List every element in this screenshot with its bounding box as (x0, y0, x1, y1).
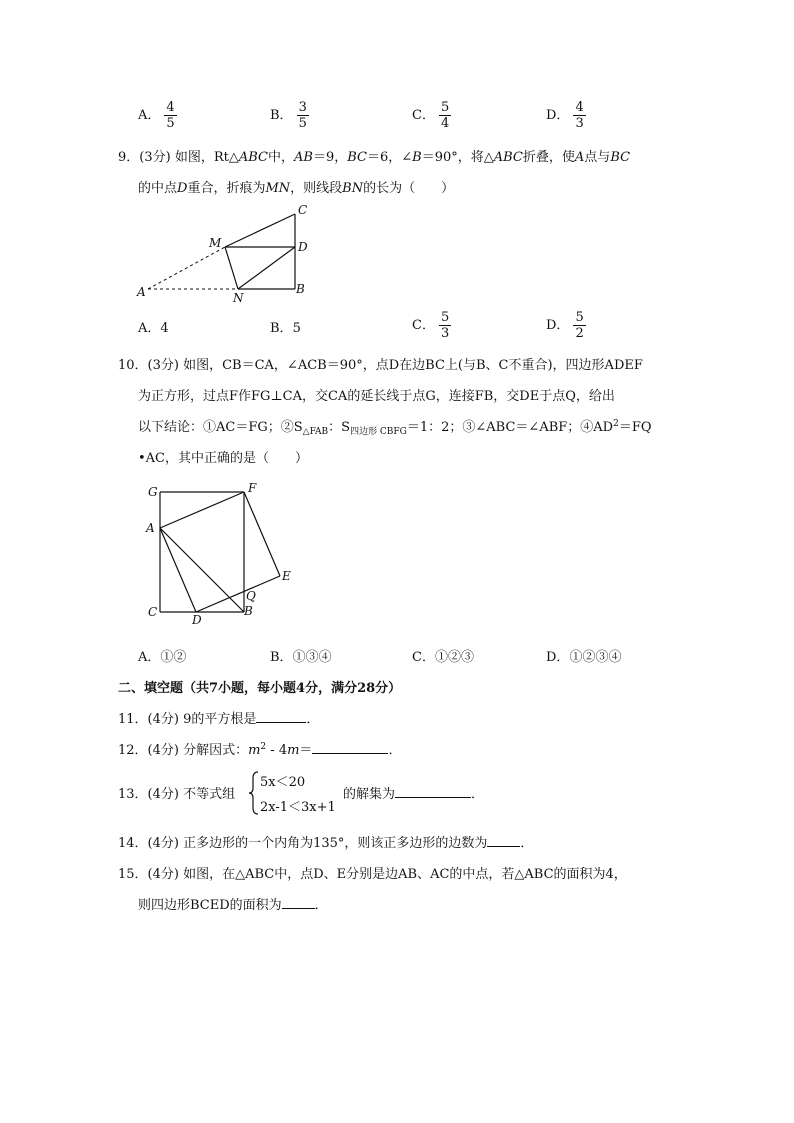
answer-blank[interactable] (312, 741, 388, 754)
answer-blank[interactable] (487, 834, 520, 847)
q10-figure (140, 478, 300, 628)
label-m: M (209, 236, 222, 250)
label-a: A (146, 521, 155, 535)
option-label: C． (412, 108, 435, 123)
fraction (439, 100, 451, 131)
q13-inequality-2: 2x-1＜3x+1 (260, 800, 336, 815)
q13-inequality-1: 5x＜20 (260, 775, 306, 790)
label-q: Q (246, 589, 256, 603)
fraction (164, 100, 176, 131)
q10-stem-line1: 10．(3分) 如图，CB＝CA，∠ACB＝90°，点D在边BC上(与B、C不重合)，四边形ADEF (118, 358, 643, 373)
label-d: D (298, 240, 308, 254)
label-g: G (148, 485, 158, 499)
label-b: B (296, 282, 305, 296)
option-label: A． (138, 108, 161, 123)
numerator: 4 (575, 100, 584, 115)
fraction (573, 100, 585, 131)
q13-suffix: 的解集为 ． (343, 787, 485, 802)
segment-fe (244, 492, 280, 576)
numerator: 3 (298, 100, 307, 115)
q10-stem-line3: 以下结论：①AC＝FG；$②S_{\triangle FAB}$：$S_{四边形 CBFG}=1$：2；③∠ABC＝∠ABF；$④AD^2=FQ$ (138, 419, 652, 437)
segment-af (160, 492, 244, 528)
q9-stem-line1: 9．(3分) 如图，Rt△ABC中，AB＝9，BC＝6，∠B＝90°，将△ABC折叠，使A点与BC (118, 150, 631, 165)
q10-option-a[interactable]: A．①② (138, 650, 187, 665)
q10-stem-line4: •AC，其中正确的是（ ） (138, 451, 309, 466)
q9-figure (135, 198, 325, 308)
label-f: F (248, 481, 257, 495)
left-brace-icon (248, 770, 260, 816)
q15-line1: 15．(4分) 如图，在△ABC中，点D、E分别是边AB、AC的中点，若△ABC的面积为4， (118, 867, 627, 882)
q10-stem-line2: 为正方形，过点F作FG⊥CA，交CA的延长线于点G，连接FB，交DE于点Q，给出 (138, 389, 615, 404)
answer-blank[interactable] (256, 710, 306, 723)
q10-option-d[interactable]: D．①②③④ (546, 650, 622, 665)
answer-blank[interactable] (282, 896, 315, 909)
q9-option-a[interactable]: A．4 (138, 321, 169, 336)
label-d: D (192, 613, 202, 627)
numerator: 4 (166, 100, 175, 115)
q11: 11．(4分) 9的平方根是 ． (118, 712, 320, 727)
q9-option-b[interactable]: B．5 (270, 321, 301, 336)
q10-option-c[interactable]: C．①②③ (412, 650, 474, 665)
label-b: B (244, 604, 253, 618)
segment-mn (225, 247, 238, 289)
fraction: $\frac{5}{3}$ (440, 310, 450, 341)
segment-ab (160, 528, 244, 612)
section-heading: 二、填空题（共7小题，每小题4分，满分28分） (118, 681, 402, 696)
label-n: N (233, 291, 244, 305)
numerator: 5 (440, 100, 450, 115)
q8-option-c[interactable] (412, 100, 451, 131)
q15-line2: 则四边形BCED的面积为 ． (138, 898, 328, 913)
label-a: A (137, 285, 146, 299)
segment-cm (225, 214, 295, 247)
q13-prefix: 13．(4分) 不等式组 (118, 787, 236, 802)
denominator: 4 (440, 116, 450, 131)
segment-nd (238, 247, 295, 289)
q8-option-a[interactable] (138, 100, 177, 131)
q9-option-c[interactable]: C． $\frac{5}{3}$ (412, 310, 450, 341)
q10-option-b[interactable]: B．①③④ (270, 650, 332, 665)
option-label: D． (546, 108, 570, 123)
denominator: 5 (298, 116, 307, 131)
label-c: C (148, 605, 158, 619)
fraction: $\frac{5}{2}$ (575, 310, 584, 341)
label-c: C (298, 203, 308, 217)
q9-stem-line2: 的中点D重合，折痕为MN，则线段BN的长为（ ） (138, 181, 455, 196)
denominator: 5 (166, 116, 175, 131)
q12: 12．(4分) 分解因式：$m^2 - 4m=$ ． (118, 742, 402, 758)
answer-blank[interactable] (395, 785, 471, 798)
segment-am-dashed (148, 247, 225, 289)
q14: 14．(4分) 正多边形的一个内角为135°，则该正多边形的边数为 ． (118, 836, 534, 851)
q9-option-d[interactable]: D． $\frac{5}{2}$ (546, 310, 584, 341)
q8-option-b[interactable] (270, 100, 309, 131)
q8-option-d[interactable] (546, 100, 586, 131)
label-e: E (282, 569, 291, 583)
denominator: 3 (575, 116, 584, 131)
fraction (297, 100, 309, 131)
option-label: B． (270, 108, 293, 123)
segment-ad (160, 528, 196, 612)
